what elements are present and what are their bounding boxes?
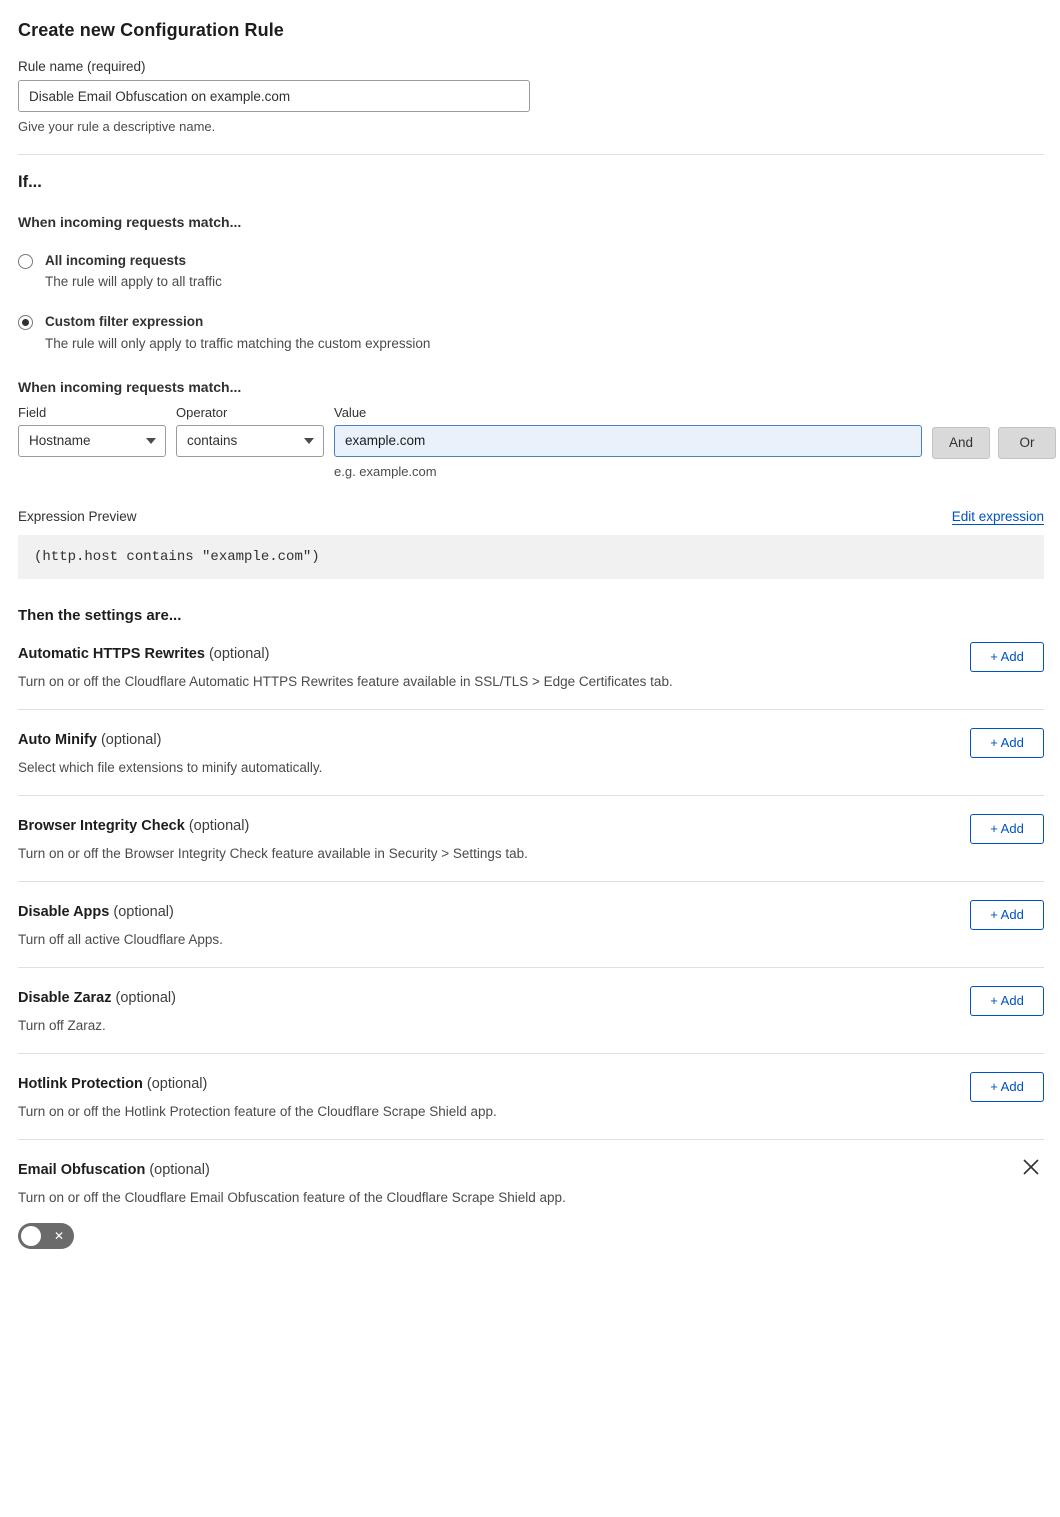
setting-title xyxy=(18,818,1044,834)
setting-name: Disable Zaraz xyxy=(18,989,112,1006)
field-column xyxy=(18,405,166,457)
setting-title xyxy=(18,990,1044,1006)
rule-name-label: Rule name (required) xyxy=(18,59,146,74)
setting-title xyxy=(18,1076,1044,1092)
filter-expression-row xyxy=(18,405,1044,479)
expression-preview-label: Expression Preview xyxy=(18,508,137,524)
radio-icon-custom-filter[interactable] xyxy=(18,315,33,330)
add-button[interactable]: + Add xyxy=(970,1072,1044,1102)
setting-name: Hotlink Protection xyxy=(18,1075,143,1092)
close-icon[interactable] xyxy=(1020,1156,1042,1178)
radio-title-custom-filter: Custom filter expression xyxy=(45,314,204,330)
expression-preview-header xyxy=(18,509,1044,525)
setting-optional-tag: (optional) xyxy=(113,903,174,920)
expression-preview-box: (http.host contains "example.com") xyxy=(18,535,1044,579)
value-input[interactable] xyxy=(334,425,922,457)
rule-name-input[interactable] xyxy=(18,80,530,112)
if-section-heading: If... xyxy=(18,173,42,191)
setting-hotlink-protection xyxy=(18,1054,1044,1140)
setting-description: Turn on or off the Browser Integrity Check feature available in Security > Settings tab. xyxy=(18,845,528,861)
setting-name: Email Obfuscation xyxy=(18,1161,146,1178)
add-button[interactable]: + Add xyxy=(970,728,1044,758)
radio-title-all-requests: All incoming requests xyxy=(45,253,187,268)
setting-title xyxy=(18,646,1044,662)
setting-description: Turn on or off the Cloudflare Automatic HTTPS Rewrites feature available in SSL/TLS > Edge Certificates tab. xyxy=(18,673,673,689)
or-button[interactable]: Or xyxy=(998,427,1056,459)
value-help-text: e.g. example.com xyxy=(334,463,437,479)
page-title: Create new Configuration Rule xyxy=(18,20,284,40)
email-obfuscation-toggle[interactable] xyxy=(18,1223,74,1249)
rule-name-group xyxy=(18,59,1044,134)
then-section-heading: Then the settings are... xyxy=(18,606,182,624)
chevron-down-icon xyxy=(146,438,156,444)
section-divider xyxy=(18,154,1044,155)
setting-disable-zaraz xyxy=(18,968,1044,1054)
radio-desc-custom-filter: The rule will only apply to traffic matching the custom expression xyxy=(45,335,431,351)
setting-optional-tag: (optional) xyxy=(115,989,176,1006)
setting-title xyxy=(18,904,1044,920)
radio-option-all-requests[interactable] xyxy=(18,252,1044,291)
setting-title xyxy=(18,732,1044,748)
setting-name: Automatic HTTPS Rewrites xyxy=(18,645,205,662)
operator-column xyxy=(176,405,324,457)
radio-desc-all-requests: The rule will apply to all traffic xyxy=(45,274,222,290)
add-button[interactable]: + Add xyxy=(970,986,1044,1016)
setting-name: Auto Minify xyxy=(18,731,97,748)
filter-heading: When incoming requests match... xyxy=(18,378,242,395)
operator-select-value: contains xyxy=(187,433,238,449)
operator-select[interactable] xyxy=(176,425,324,457)
setting-automatic-https-rewrites xyxy=(18,624,1044,710)
field-select[interactable] xyxy=(18,425,166,457)
setting-optional-tag: (optional) xyxy=(208,645,270,662)
setting-name: Browser Integrity Check xyxy=(18,817,185,834)
setting-optional-tag: (optional) xyxy=(149,1161,210,1178)
setting-description: Turn off all active Cloudflare Apps. xyxy=(18,931,223,947)
value-column-label: Value xyxy=(334,404,367,420)
setting-description: Turn on or off the Hotlink Protection feature of the Cloudflare Scrape Shield app. xyxy=(18,1103,497,1119)
value-column xyxy=(334,405,922,479)
radio-option-custom-filter[interactable] xyxy=(18,313,1044,352)
setting-browser-integrity-check xyxy=(18,796,1044,882)
add-button[interactable]: + Add xyxy=(970,814,1044,844)
setting-description: Select which file extensions to minify automatically. xyxy=(18,759,323,775)
radio-icon-all-requests[interactable] xyxy=(18,254,33,269)
match-heading: When incoming requests match... xyxy=(18,214,242,230)
edit-expression-link[interactable]: Edit expression xyxy=(951,508,1044,524)
and-or-buttons xyxy=(932,405,1056,459)
setting-auto-minify xyxy=(18,710,1044,796)
setting-email-obfuscation xyxy=(18,1140,1044,1269)
and-button[interactable]: And xyxy=(932,427,990,459)
add-button[interactable]: + Add xyxy=(970,642,1044,672)
setting-name: Disable Apps xyxy=(18,903,110,920)
setting-optional-tag: (optional) xyxy=(100,731,162,748)
setting-description: Turn on or off the Cloudflare Email Obfuscation feature of the Cloudflare Scrape Shield app. xyxy=(18,1189,566,1205)
toggle-state-glyph: ✕ xyxy=(53,1228,64,1243)
operator-column-label: Operator xyxy=(176,404,228,420)
toggle-knob xyxy=(21,1226,41,1246)
field-column-label: Field xyxy=(18,404,47,420)
add-button[interactable]: + Add xyxy=(970,900,1044,930)
rule-name-help: Give your rule a descriptive name. xyxy=(18,119,216,134)
setting-disable-apps xyxy=(18,882,1044,968)
chevron-down-icon xyxy=(304,438,314,444)
setting-optional-tag: (optional) xyxy=(188,817,250,834)
setting-description: Turn off Zaraz. xyxy=(18,1017,106,1033)
setting-title xyxy=(18,1162,1044,1178)
field-select-value: Hostname xyxy=(29,433,91,449)
setting-optional-tag: (optional) xyxy=(146,1075,208,1092)
